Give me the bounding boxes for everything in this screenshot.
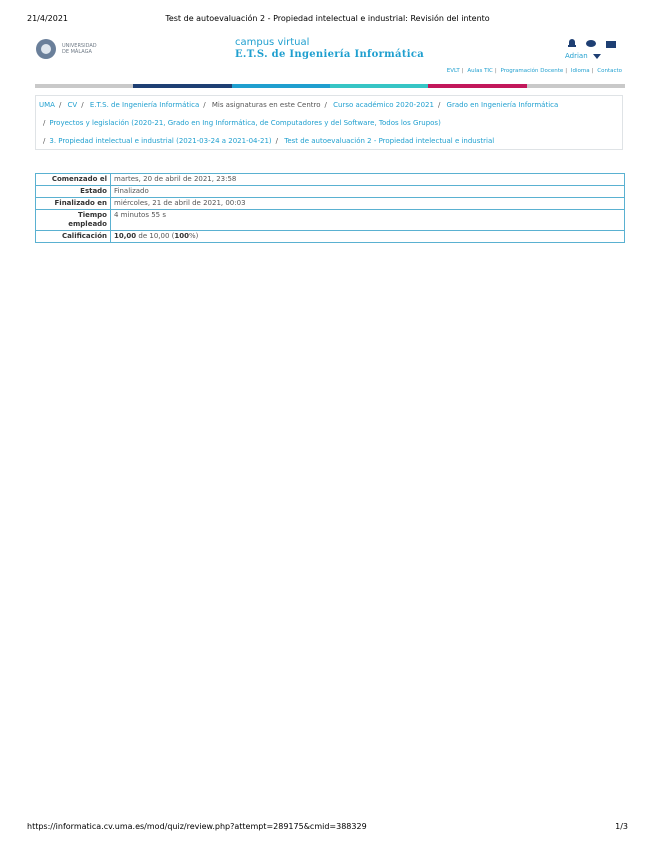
time-label: Tiempo empleado (36, 210, 111, 231)
grade-mid: de 10,00 ( (138, 232, 175, 240)
grade-value (111, 231, 625, 243)
grade-label: Calificación (36, 231, 111, 243)
breadcrumb-mis-asignaturas: Mis asignaturas en este Centro (211, 101, 321, 109)
university-seal-icon (36, 39, 56, 59)
link-evlt[interactable]: EVLT (446, 68, 460, 74)
link-aulas-tic[interactable]: Aulas TIC (467, 68, 493, 74)
link-programacion-docente[interactable]: Programación Docente (500, 68, 564, 74)
user-toolbar (562, 39, 622, 49)
state-value: Finalizado (111, 186, 625, 198)
table-row (36, 231, 625, 243)
breadcrumb-separator: / (275, 137, 279, 145)
mail-icon[interactable] (606, 39, 616, 49)
time-value: 4 minutos 55 s (111, 210, 625, 231)
breadcrumb-cv[interactable]: CV (67, 101, 78, 109)
bell-icon[interactable] (567, 39, 577, 49)
breadcrumb-line2 (39, 119, 441, 127)
brand-line1: campus virtual (235, 37, 310, 48)
stripe-segment-4 (428, 84, 526, 88)
breadcrumb-separator: / (203, 101, 206, 109)
breadcrumb-line1 (39, 101, 558, 109)
link-separator: | (461, 68, 464, 74)
started-label: Comenzado el (36, 174, 111, 186)
grade-end: %) (189, 232, 199, 240)
breadcrumb-separator: / (81, 101, 84, 109)
breadcrumb-ets[interactable]: E.T.S. de Ingeniería Informática (89, 101, 200, 109)
table-row (36, 198, 625, 210)
breadcrumb-separator: / (43, 137, 46, 145)
top-links (447, 68, 622, 74)
print-url: https://informatica.cv.uma.es/mod/quiz/review.php?attempt=289175&cmid=388329 (27, 822, 367, 831)
color-stripe-bar (35, 84, 625, 88)
university-name (62, 43, 97, 55)
stripe-segment-1 (133, 84, 231, 88)
table-row (36, 174, 625, 186)
breadcrumb-proyectos[interactable]: Proyectos y legislación (2020-21, Grado en Ing Informática, de Computadores y del Software, Todos los Grupos) (49, 119, 441, 127)
grade-percent: 100 (174, 232, 189, 240)
link-contacto[interactable]: Contacto (597, 68, 622, 74)
started-value: martes, 20 de abril de 2021, 23:58 (111, 174, 625, 186)
breadcrumb-tema-3[interactable]: 3. Propiedad intelectual e industrial (2021-03-24 a 2021-04-21) (49, 137, 272, 145)
breadcrumb-line3 (39, 137, 494, 145)
page-number: 1/3 (615, 822, 628, 831)
finished-label: Finalizado en (36, 198, 111, 210)
breadcrumb (35, 95, 623, 150)
stripe-segment-2 (232, 84, 330, 88)
print-title: Test de autoevaluación 2 - Propiedad intelectual e industrial: Revisión del intento (165, 14, 490, 23)
print-date: 21/4/2021 (27, 14, 69, 23)
state-label: Estado (36, 186, 111, 198)
link-idioma[interactable]: Idioma (570, 68, 590, 74)
link-separator: | (494, 68, 497, 74)
breadcrumb-separator: / (324, 101, 327, 109)
university-name-line1: UNIVERSIDAD (62, 43, 97, 49)
table-row (36, 186, 625, 198)
breadcrumb-separator: / (58, 101, 62, 109)
stripe-segment-3 (330, 84, 428, 88)
breadcrumb-curso[interactable]: Curso académico 2020-2021 (333, 101, 434, 109)
finished-value: miércoles, 21 de abril de 2021, 00:03 (111, 198, 625, 210)
university-name-line2: DE MÁLAGA (62, 49, 92, 55)
breadcrumb-grado[interactable]: Grado en Ingeniería Informática (446, 101, 559, 109)
link-separator: | (591, 68, 594, 74)
chat-icon[interactable] (586, 39, 596, 49)
print-footer (27, 822, 628, 834)
breadcrumb-separator: / (437, 101, 441, 109)
user-menu-name[interactable]: Adrian (565, 52, 588, 60)
caret-down-icon[interactable] (593, 54, 601, 59)
stripe-segment-0 (35, 84, 133, 88)
link-separator: | (565, 68, 568, 74)
grade-score: 10,00 (114, 232, 137, 240)
site-brand[interactable] (235, 37, 424, 61)
attempt-summary-table (35, 173, 625, 243)
breadcrumb-test[interactable]: Test de autoevaluación 2 - Propiedad intelectual e industrial (284, 137, 495, 145)
brand-line2: E.T.S. de Ingeniería Informática (235, 49, 424, 60)
university-logo[interactable] (36, 38, 97, 60)
breadcrumb-separator: / (43, 119, 46, 127)
table-row (36, 210, 625, 231)
breadcrumb-uma[interactable]: UMA (39, 101, 55, 109)
print-header (27, 14, 628, 26)
stripe-segment-5 (527, 84, 625, 88)
